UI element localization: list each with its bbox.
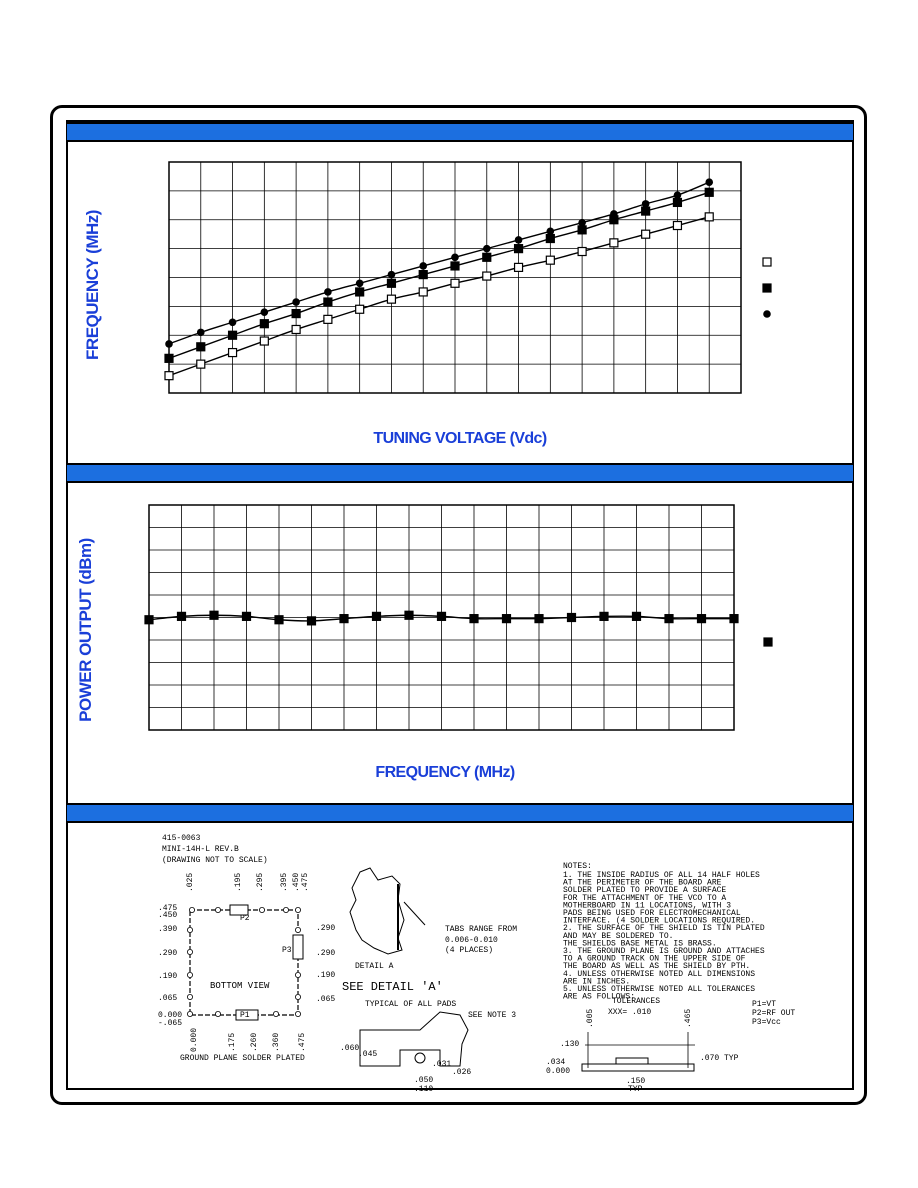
pad-label-p3: P3 [282, 946, 292, 955]
pin-map-2: P2=RF OUT [752, 1009, 796, 1018]
dim-bottom-4: .360 [272, 1032, 281, 1052]
half-hole [295, 1011, 300, 1016]
side-dim-1: .005 [586, 1008, 595, 1028]
board-outline [190, 910, 298, 1015]
dim-bottom-5: .475 [298, 1032, 307, 1052]
note-line: INTERFACE. (4 SOLDER LOCATIONS REQUIRED. [563, 916, 756, 926]
side-board [582, 1064, 694, 1071]
note-line: ARE IN INCHES. [563, 977, 631, 987]
side-component [616, 1058, 648, 1064]
dim-left-4: .290 [158, 949, 178, 958]
dim-top-2: .195 [234, 872, 243, 892]
tabs-leader [404, 902, 425, 925]
dim-bottom-1: 0.000 [190, 1027, 199, 1052]
half-hole [295, 907, 300, 912]
note-line: SOLDER PLATED TO PROVIDE A SURFACE [563, 886, 727, 896]
dim-top-5: .450 [292, 872, 301, 892]
pad-label-p2: P2 [240, 914, 250, 923]
note-line: AT THE PERIMETER OF THE BOARD ARE [563, 878, 722, 888]
detail-a-shape [350, 868, 404, 954]
pad-dim-6: .110 [414, 1085, 434, 1094]
half-hole [295, 972, 300, 977]
note-line: 3. THE GROUND PLANE IS GROUND AND ATTACHES [563, 947, 765, 956]
bottom-view-label: BOTTOM VIEW [210, 981, 270, 991]
pad-dim-2: .045 [358, 1050, 378, 1059]
detail-a-label: DETAIL A [355, 962, 394, 971]
pad-hole [415, 1053, 425, 1063]
chart1-y-axis-label: FREQUENCY (MHz) [83, 210, 102, 360]
note-line: MOTHERBOARD IN 11 LOCATIONS, WITH 3 [563, 901, 732, 911]
drawing-model: MINI-14H-L REV.B [162, 845, 239, 854]
dim-left-6: .065 [158, 994, 178, 1003]
half-hole [283, 907, 288, 912]
tabs-note-2: 0.006-0.010 [445, 936, 498, 945]
typical-pads-label: TYPICAL OF ALL PADS [365, 1000, 457, 1009]
dim-bottom-2: .175 [228, 1032, 237, 1052]
note-line: 5. UNLESS OTHERWISE NOTED ALL TOLERANCES [563, 985, 756, 994]
side-dim-6: .070 TYP [700, 1054, 739, 1063]
drawing-part-number: 415-0063 [162, 834, 201, 843]
half-hole [215, 1011, 220, 1016]
note-line: THE BOARD AS WELL AS THE SHIELD BY PTH. [563, 962, 751, 972]
tabs-note-1: TABS RANGE FROM [445, 925, 518, 934]
note-line: FOR THE ATTACHMENT OF THE VCO TO A [563, 893, 727, 903]
half-hole [259, 907, 264, 912]
side-dim-7: .150 [626, 1077, 646, 1086]
side-dim-4: .034 [546, 1058, 566, 1067]
dim-left-2: .450 [158, 911, 178, 920]
pad-label-p1: P1 [240, 1011, 250, 1020]
chart2-x-axis-label: FREQUENCY (MHz) [375, 764, 515, 781]
tabs-note-3: (4 PLACES) [445, 946, 494, 955]
half-hole [295, 927, 300, 932]
half-hole [187, 972, 192, 977]
half-hole [187, 927, 192, 932]
note-line: 2. THE SURFACE OF THE SHIELD IS TIN PLATED [563, 924, 765, 934]
tolerance-value: XXX= .010 [608, 1008, 652, 1017]
dim-top-6: .475 [301, 872, 310, 892]
dim-right-4: .065 [316, 995, 336, 1004]
dim-right-1: .290 [316, 924, 336, 933]
dim-top-4: .395 [280, 872, 289, 892]
dim-bottom-3: .260 [250, 1032, 259, 1052]
pad-dim-3: .031 [432, 1060, 452, 1069]
half-hole [187, 949, 192, 954]
dim-left-8: -.065 [158, 1019, 183, 1028]
pad-dim-4: .026 [452, 1068, 472, 1077]
note-line: TO A GROUND TRACK ON THE UPPER SIDE OF [563, 954, 746, 964]
half-hole [215, 907, 220, 912]
side-dim-5: 0.000 [546, 1067, 571, 1076]
side-dim-8: TYP [628, 1085, 643, 1094]
ground-plane-note: GROUND PLANE SOLDER PLATED [180, 1054, 305, 1063]
pad-p3 [293, 935, 303, 959]
pad-dim-1: .060 [340, 1044, 360, 1053]
dim-left-7: 0.000 [158, 1011, 183, 1020]
note-line: ARE AS FOLLOWS: [563, 992, 636, 1002]
notes-title: NOTES: [563, 862, 592, 871]
dim-top-3: .295 [256, 872, 265, 892]
note-line: AND MAY BE SOLDERED TO. [563, 931, 674, 941]
side-dim-3: .130 [560, 1040, 580, 1049]
drawing-scale-note: (DRAWING NOT TO SCALE) [162, 856, 268, 865]
half-hole [187, 1011, 192, 1016]
pin-map-1: P1=VT [752, 1000, 777, 1009]
note-line: PADS BEING USED FOR ELECTROMECHANICAL [563, 909, 741, 918]
see-detail-label: SEE DETAIL 'A' [342, 980, 443, 994]
half-hole [189, 907, 194, 912]
side-dim-2: .465 [684, 1008, 693, 1028]
dim-top-1: .025 [186, 872, 195, 892]
pad-dim-5: .050 [414, 1076, 434, 1085]
dim-left-3: .390 [158, 925, 178, 934]
dim-right-2: .290 [316, 949, 336, 958]
chart2-y-axis-label: POWER OUTPUT (dBm) [76, 538, 95, 722]
dim-left-1: .475 [158, 904, 178, 913]
half-hole [273, 1011, 278, 1016]
half-hole [187, 994, 192, 999]
half-hole [295, 994, 300, 999]
dim-right-3: .190 [316, 971, 336, 980]
dim-left-5: .190 [158, 972, 178, 981]
see-note-label: SEE NOTE 3 [468, 1011, 517, 1020]
chart1-x-axis-label: TUNING VOLTAGE (Vdc) [373, 430, 547, 447]
note-line: 1. THE INSIDE RADIUS OF ALL 14 HALF HOLES [563, 871, 760, 880]
pin-map-3: P3=Vcc [752, 1018, 781, 1027]
note-line: THE SHIELDS BASE METAL IS BRASS. [563, 939, 717, 949]
tolerances-title: TOLERANCES [612, 997, 661, 1006]
note-line: 4. UNLESS OTHERWISE NOTED ALL DIMENSIONS [563, 969, 756, 979]
